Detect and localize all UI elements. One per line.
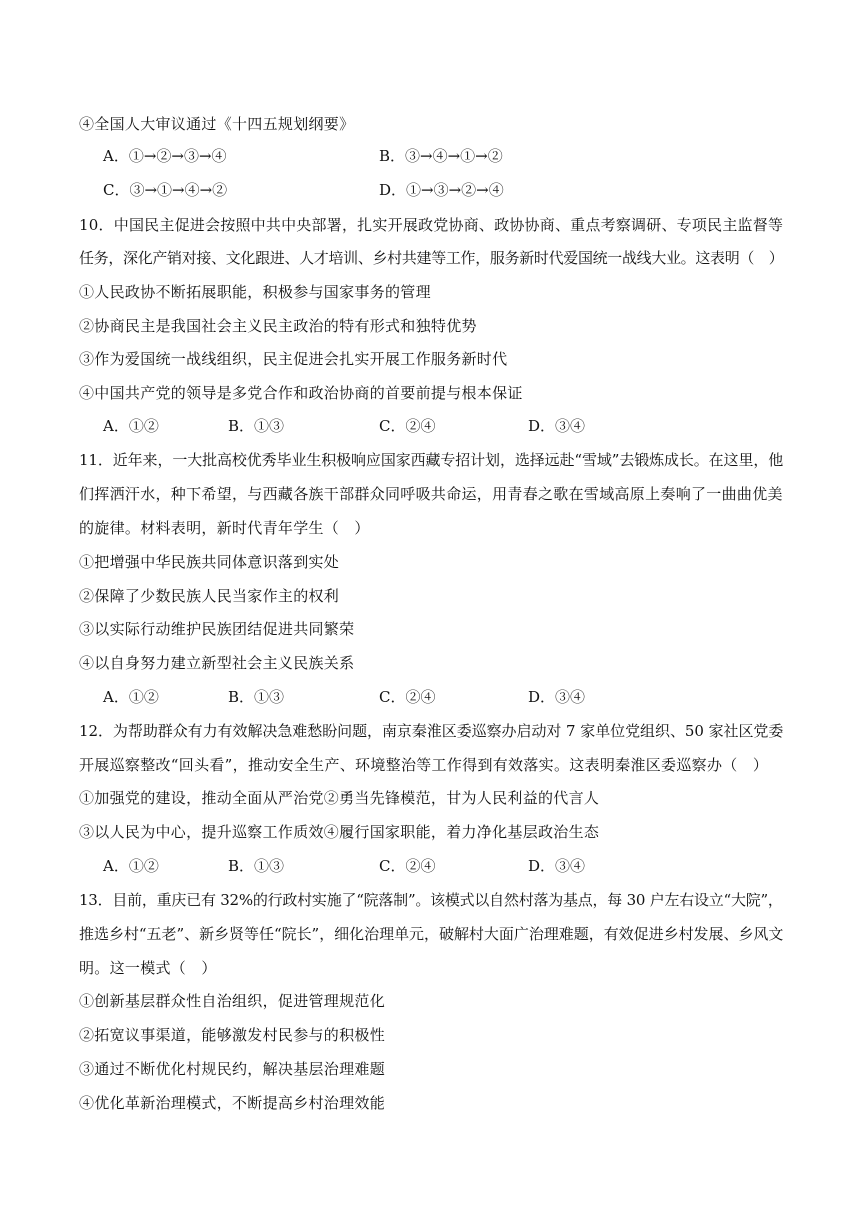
q12-items-line-2: ③以人民为中心，提升巡察工作质效④履行国家职能，着力净化基层政治生态 (79, 823, 600, 841)
q9-options-row-1 (79, 146, 779, 166)
q10-option-a[interactable]: A．①② (103, 417, 159, 435)
q12-stem-line-2: 开展巡察整改“回头看”，推动安全生产、环境整治等工作得到有效落实。这表明秦淮区委巡察办（ ） (79, 756, 769, 774)
q10-option-c[interactable]: C．②④ (379, 417, 436, 435)
q13-stem-line-1: 13．目前，重庆已有 32%的行政村实施了“院落制”。该模式以自然村落为基点，每 30 户左右设立“大院”， (79, 891, 783, 909)
q10-item-3: ③作为爱国统一战线组织，民主促进会扎实开展工作服务新时代 (79, 350, 508, 368)
q11-option-c[interactable]: C．②④ (379, 688, 436, 706)
q10-item-4: ④中国共产党的领导是多党合作和政治协商的首要前提与根本保证 (79, 384, 523, 402)
q11-option-b[interactable]: B．①③ (228, 688, 285, 706)
q11-item-1: ①把增强中华民族共同体意识落到实处 (79, 553, 340, 571)
q12-option-c[interactable]: C．②④ (379, 857, 436, 875)
q13-stem-line-3: 明。这一模式（ ） (79, 959, 217, 977)
q10-stem-line-2: 任务，深化产销对接、文化跟进、人才培训、乡村共建等工作，服务新时代爱国统一战线大业。这表明（ ） (79, 249, 784, 267)
q13-item-2: ②拓宽议事渠道，能够激发村民参与的积极性 (79, 1026, 386, 1044)
q9-option-b[interactable]: B．③→④→①→② (379, 147, 503, 165)
q9-options-row-2 (79, 180, 779, 200)
q12-options-row (79, 856, 779, 876)
q10-item-2: ②协商民主是我国社会主义民主政治的特有形式和独特优势 (79, 317, 477, 335)
q10-option-d[interactable]: D．③④ (528, 417, 586, 435)
q11-item-3: ③以实际行动维护民族团结促进共同繁荣 (79, 620, 355, 638)
q11-stem-line-3: 的旋律。材料表明，新时代青年学生（ ） (79, 519, 370, 537)
q10-options-row (79, 416, 779, 436)
q11-stem-line-2: 们挥洒汗水，种下希望，与西藏各族干部群众同呼吸共命运，用青春之歌在雪域高原上奏响了一曲曲优美 (79, 485, 783, 503)
q11-item-2: ②保障了少数民族人民当家作主的权利 (79, 587, 340, 605)
q9-option-c[interactable]: C．③→①→④→② (103, 181, 228, 199)
q11-stem-line-1: 11．近年来，一大批高校优秀毕业生积极响应国家西藏专招计划，选择远赴“雪域”去锻炼成长。在这里，他 (79, 451, 784, 469)
q9-option-d[interactable]: D．①→③→②→④ (379, 181, 504, 199)
q12-option-d[interactable]: D．③④ (528, 857, 586, 875)
q11-options-row (79, 687, 779, 707)
q10-stem-line-1: 10．中国民主促进会按照中共中央部署，扎实开展政党协商、政协协商、重点考察调研、专项民主监督等 (79, 216, 784, 234)
q9-option-a[interactable]: A．①→②→③→④ (103, 147, 227, 165)
q12-items-line-1: ①加强党的建设，推动全面从严治党②勇当先锋模范，甘为人民利益的代言人 (79, 789, 600, 807)
q11-item-4: ④以自身努力建立新型社会主义民族关系 (79, 654, 355, 672)
q13-item-1: ①创新基层群众性自治组织，促进管理规范化 (79, 992, 386, 1010)
q12-option-a[interactable]: A．①② (103, 857, 159, 875)
q10-item-1: ①人民政协不断拓展职能，积极参与国家事务的管理 (79, 283, 431, 301)
q12-stem-line-1: 12．为帮助群众有力有效解决急难愁盼问题，南京秦淮区委巡察办启动对 7 家单位党组织、50 家社区党委 (79, 722, 784, 740)
q13-item-3: ③通过不断优化村规民约，解决基层治理难题 (79, 1060, 386, 1078)
q13-item-4: ④优化革新治理模式，不断提高乡村治理效能 (79, 1094, 386, 1112)
q9-item-4: ④全国人大审议通过《十四五规划纲要》 (79, 115, 355, 133)
q11-option-a[interactable]: A．①② (103, 688, 159, 706)
q12-option-b[interactable]: B．①③ (228, 857, 285, 875)
q13-stem-line-2: 推选乡村“五老”、新乡贤等任“院长”，细化治理单元，破解村大面广治理难题，有效促进乡村发展、乡风文 (79, 925, 784, 943)
q11-option-d[interactable]: D．③④ (528, 688, 586, 706)
q10-option-b[interactable]: B．①③ (228, 417, 285, 435)
